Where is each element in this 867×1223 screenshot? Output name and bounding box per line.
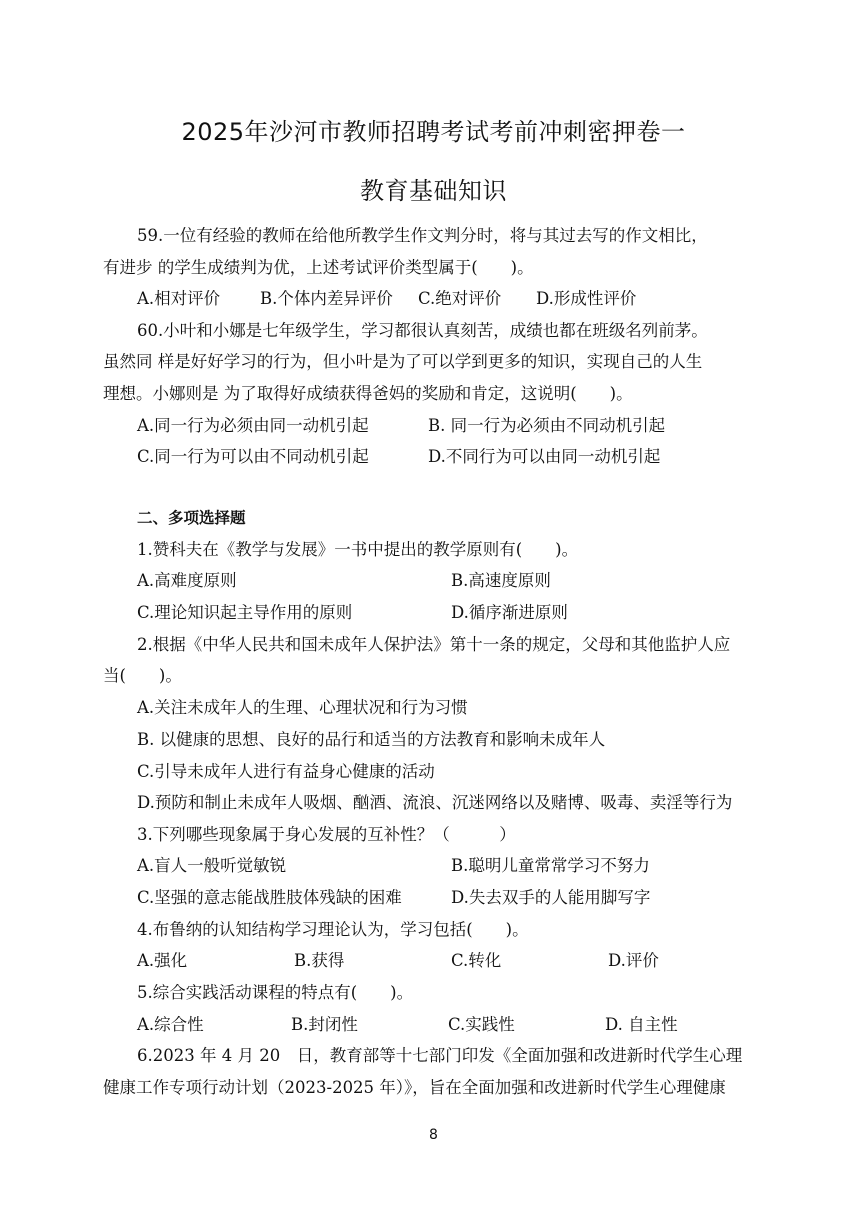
m2-option-d: D.预防和制止未成年人吸烟、酗酒、流浪、沉迷网络以及赌博、吸毒、卖淫等行为 [137, 793, 733, 812]
section-heading-multiple-choice: 二、多项选择题 [137, 509, 246, 527]
q60-stem-line1: 60.小叶和小娜是七年级学生，学习都很认真刻苦，成绩也都在班级名列前茅。 [137, 321, 708, 340]
page-subtitle: 教育基础知识 [360, 177, 507, 205]
q60-option-c: C.同一行为可以由不同动机引起 [137, 447, 369, 466]
m3-stem: 3.下列哪些现象属于身心发展的互补性？（ ） [137, 825, 516, 844]
q60-stem-line3: 理想。小娜则是 为了取得好成绩获得爸妈的奖励和肯定，这说明( )。 [103, 384, 633, 403]
m1-option-d: D.循序渐进原则 [451, 603, 568, 622]
m4-option-d: D.评价 [608, 951, 659, 970]
m2-option-a: A.关注未成年人的生理、心理状况和行为习惯 [137, 698, 468, 717]
m3-option-d: D.失去双手的人能用脚写字 [451, 888, 651, 907]
m4-stem: 4.布鲁纳的认知结构学习理论认为，学习包括( )。 [137, 920, 529, 939]
q60-option-a: A.同一行为必须由同一动机引起 [137, 416, 369, 435]
m2-stem-line2: 当( )。 [103, 666, 182, 685]
q59-option-b: B.个体内差异评价 [260, 289, 393, 308]
q59-option-c: C.绝对评价 [418, 289, 502, 308]
m3-option-a: A.盲人一般听觉敏锐 [137, 856, 287, 875]
m4-option-c: C.转化 [451, 951, 502, 970]
q59-stem-line2: 有进步 的学生成绩判为优，上述考试评价类型属于( )。 [103, 258, 534, 277]
m3-option-c: C.坚强的意志能战胜肢体残缺的困难 [137, 888, 402, 907]
q59-option-d: D.形成性评价 [536, 289, 637, 308]
m5-option-a: A.综合性 [137, 1015, 204, 1034]
m5-option-c: C.实践性 [448, 1015, 515, 1034]
m1-option-b: B.高速度原则 [451, 571, 551, 590]
m3-option-b: B.聪明儿童常常学习不努力 [451, 856, 650, 875]
m2-option-b: B. 以健康的思想、良好的品行和适当的方法教育和影响未成年人 [137, 730, 606, 749]
q59-option-a: A.相对评价 [137, 289, 221, 308]
m6-stem-line1: 6.2023 年 4 月 20 日，教育部等十七部门印发《全面加强和改进新时代学生心理 [137, 1046, 743, 1065]
m4-option-a: A.强化 [137, 951, 188, 970]
m2-stem-line1: 2.根据《中华人民共和国未成年人保护法》第十一条的规定，父母和其他监护人应 [137, 635, 731, 654]
m1-stem: 1.赞科夫在《教学与发展》一书中提出的教学原则有( )。 [137, 540, 579, 559]
m5-option-b: B.封闭性 [291, 1015, 358, 1034]
m1-option-c: C.理论知识起主导作用的原则 [137, 603, 353, 622]
m2-option-c: C.引导未成年人进行有益身心健康的活动 [137, 762, 435, 781]
page-title: 2025年沙河市教师招聘考试考前冲刺密押卷一 [181, 118, 686, 146]
m5-option-d: D. 自主性 [605, 1015, 678, 1034]
m5-stem: 5.综合实践活动课程的特点有( )。 [137, 983, 414, 1002]
m1-option-a: A.高难度原则 [137, 571, 237, 590]
q60-option-d: D.不同行为可以由同一动机引起 [428, 447, 661, 466]
q60-stem-line2: 虽然同 样是好好学习的行为，但小叶是为了可以学到更多的知识，实现自己的人生 [103, 352, 703, 371]
m6-stem-line2: 健康工作专项行动计划（2023-2025 年）》，旨在全面加强和改进新时代学生心理健康 [103, 1078, 726, 1097]
page-number: 8 [429, 1127, 438, 1143]
m4-option-b: B.获得 [294, 951, 345, 970]
q59-stem-line1: 59.一位有经验的教师在给他所教学生作文判分时，将与其过去写的作文相比， [137, 226, 708, 245]
q60-option-b: B. 同一行为必须由不同动机引起 [428, 416, 666, 435]
